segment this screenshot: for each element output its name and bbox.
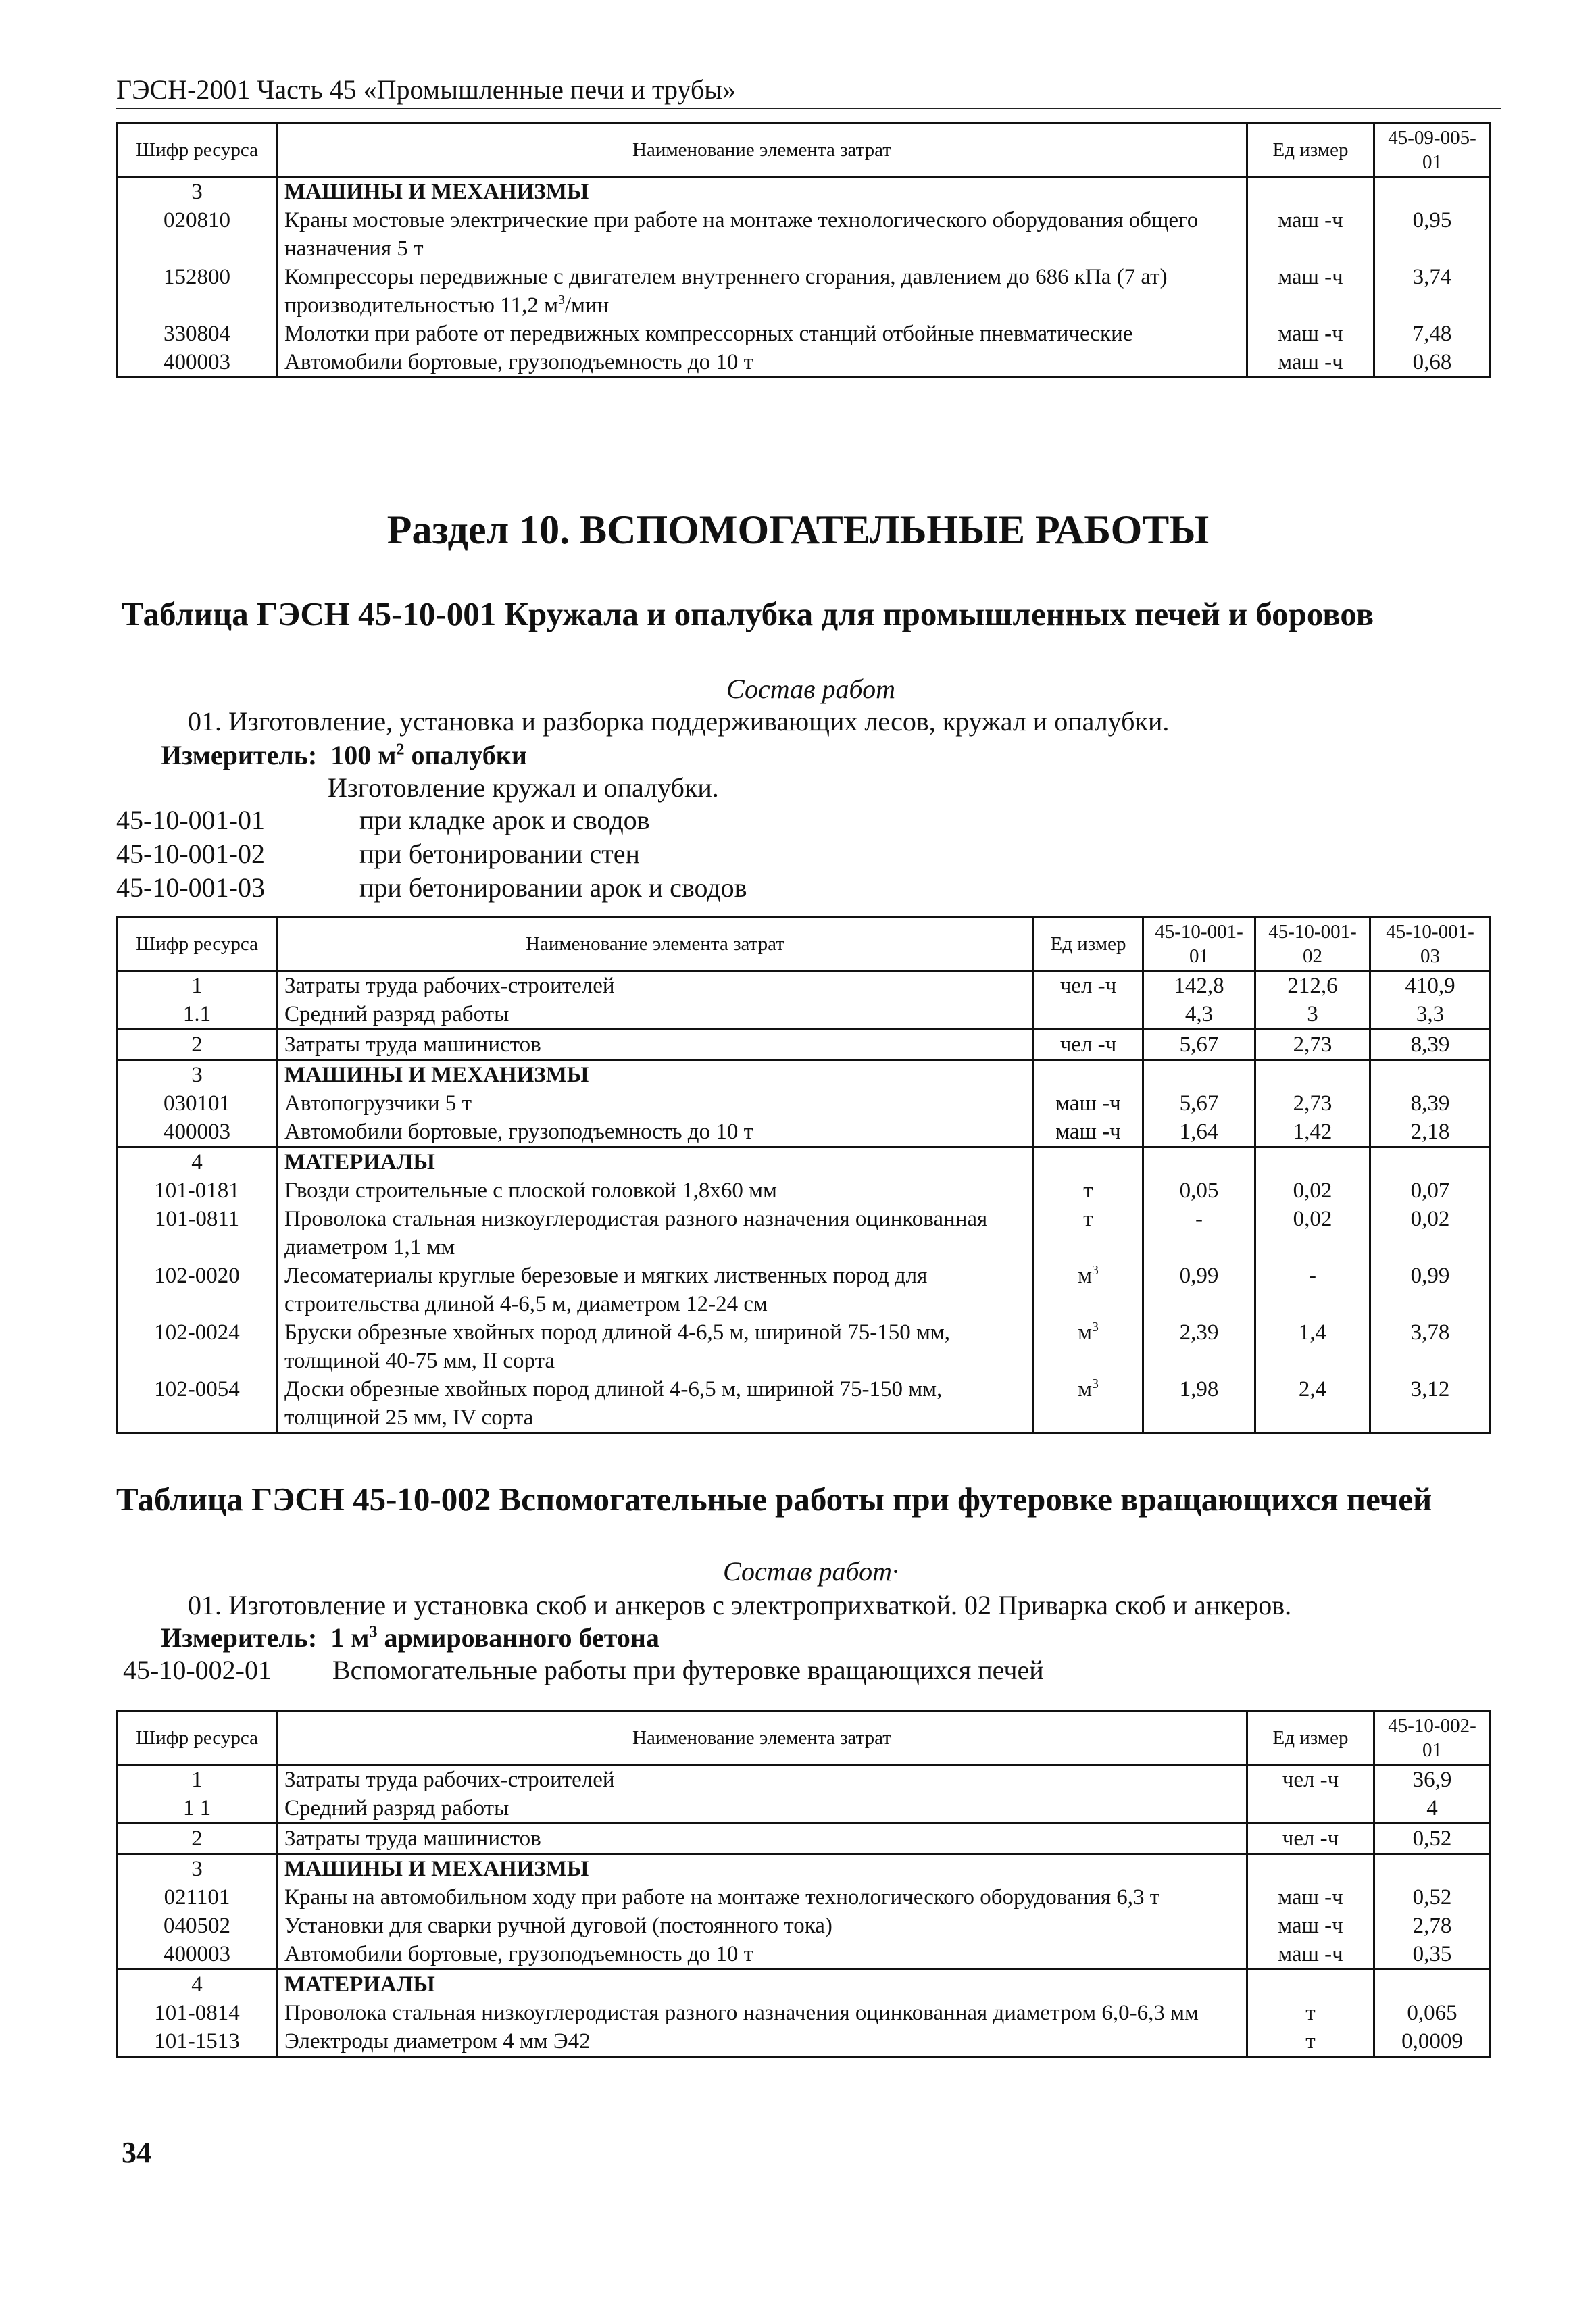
norm-value: 2,18	[1370, 1118, 1491, 1147]
resource-unit	[1034, 1000, 1143, 1030]
table-row	[118, 1375, 1491, 1433]
resource-code: 020810	[118, 206, 277, 263]
resource-unit: т	[1247, 2027, 1374, 2057]
norm-value: 2,39	[1143, 1318, 1255, 1375]
table-row	[118, 971, 1491, 1001]
resource-unit: маш -ч	[1034, 1089, 1143, 1118]
table-header-row	[118, 1711, 1491, 1765]
table-row	[118, 348, 1491, 378]
norm-value	[1143, 1147, 1255, 1177]
table-row	[118, 1030, 1491, 1060]
table-row	[118, 1118, 1491, 1147]
table-row	[118, 1147, 1491, 1177]
norm-value: 1,98	[1143, 1375, 1255, 1433]
resource-name: Автомобили бортовые, грузоподъемность до 10 т	[277, 348, 1247, 378]
norm-value: 5,67	[1143, 1089, 1255, 1118]
resource-code: 330804	[118, 320, 277, 348]
resource-name: Установки для сварки ручной дуговой (постоянного тока)	[277, 1912, 1247, 1940]
table-row	[118, 320, 1491, 348]
norm-value: 0,05	[1143, 1176, 1255, 1205]
resource-name: Затраты труда машинистов	[277, 1030, 1034, 1060]
composition-label-1: Состав работ	[726, 674, 895, 704]
col-header-code: Шифр ресурса	[118, 1711, 277, 1765]
norm-value: 0,07	[1370, 1176, 1491, 1205]
table-row	[118, 206, 1491, 263]
resource-code: 101-0814	[118, 1999, 277, 2027]
resource-name: Лесоматериалы круглые березовые и мягких лиственных пород для строительства длиной 4-6,5 м, диаметром 12-24 см	[277, 1262, 1034, 1318]
norm-value: 0,35	[1374, 1940, 1491, 1970]
col-header-code: Шифр ресурса	[118, 123, 277, 177]
norm-value	[1143, 1060, 1255, 1090]
norm-value	[1374, 1854, 1491, 1884]
norm-value: 4	[1374, 1794, 1491, 1824]
table-row	[118, 1970, 1491, 1999]
resource-code: 102-0024	[118, 1318, 277, 1375]
resource-code: 101-0181	[118, 1176, 277, 1205]
resource-name: Автомобили бортовые, грузоподъемность до 10 т	[277, 1940, 1247, 1970]
resource-name: Автопогрузчики 5 т	[277, 1089, 1034, 1118]
resource-name: Краны мостовые электрические при работе на монтаже технологического оборудования общего назначения 5 т	[277, 206, 1247, 263]
resource-code: 4	[118, 1147, 277, 1177]
page-number: 34	[122, 2136, 151, 2169]
table-row	[118, 1912, 1491, 1940]
norm-value: 3,12	[1370, 1375, 1491, 1433]
norm-value: 410,9	[1370, 971, 1491, 1001]
col-header-norm-2: 45-10-001-02	[1255, 917, 1370, 971]
resource-unit: маш -ч	[1034, 1118, 1143, 1147]
table-row	[118, 1205, 1491, 1262]
norm-code: 45-10-001-01	[116, 805, 265, 835]
resource-unit: $м^3$	[1034, 1318, 1143, 1375]
composition-text-2: 01. Изготовление и установка скоб и анкеров с электроприхваткой. 02 Приварка скоб и анкеров.	[188, 1590, 1292, 1620]
norm-code: 45-10-001-03	[116, 872, 265, 903]
resource-code: 1	[118, 971, 277, 1001]
resource-unit	[1034, 1147, 1143, 1177]
composition-label-2: Состав работ·	[723, 1556, 899, 1587]
table-row	[118, 1794, 1491, 1824]
norm-value: 0,52	[1374, 1824, 1491, 1854]
col-header-name: Наименование элемента затрат	[277, 1711, 1247, 1765]
norm-value: 8,39	[1370, 1030, 1491, 1060]
resource-code: 3	[118, 1854, 277, 1884]
norm-value: 0,95	[1374, 206, 1491, 263]
resource-code: 1 1	[118, 1794, 277, 1824]
table-row	[118, 1000, 1491, 1030]
table-row	[118, 1089, 1491, 1118]
table-title-45-10-001: Таблица ГЭСН 45-10-001 Кружала и опалубка для промышленных печей и боровов	[122, 595, 1374, 632]
norm-value: 2,73	[1255, 1089, 1370, 1118]
meter-label-2: Измеритель:	[161, 1622, 318, 1653]
norm-value: 1,4	[1255, 1318, 1370, 1375]
resource-unit: т	[1247, 1999, 1374, 2027]
norm-value: 2,73	[1255, 1030, 1370, 1060]
col-header-norm: 45-10-002-01	[1374, 1711, 1491, 1765]
table-row	[118, 1262, 1491, 1318]
resource-name: Краны на автомобильном ходу при работе на монтаже технологического оборудования 6,3 т	[277, 1883, 1247, 1912]
norm-value: 0,02	[1255, 1176, 1370, 1205]
meter-value-2: 1 $м^3$ армированного бетона	[330, 1622, 659, 1653]
meter-line-2	[161, 1622, 659, 1654]
resource-unit: маш -ч	[1247, 1912, 1374, 1940]
composition-text-1: 01. Изготовление, установка и разборка поддерживающих лесов, кружал и опалубки.	[188, 706, 1170, 737]
resource-unit: т	[1034, 1176, 1143, 1205]
resource-name: МАШИНЫ И МЕХАНИЗМЫ	[277, 177, 1247, 207]
norm-desc-2: Вспомогательные работы при футеровке вращающихся печей	[332, 1655, 1044, 1685]
resource-code: 2	[118, 1824, 277, 1854]
resource-unit: маш -ч	[1247, 1883, 1374, 1912]
table-row	[118, 1176, 1491, 1205]
resource-unit: чел -ч	[1247, 1824, 1374, 1854]
resource-unit	[1247, 1970, 1374, 1999]
norm-value	[1255, 1060, 1370, 1090]
norm-value: 3,74	[1374, 263, 1491, 320]
resource-name: Затраты труда рабочих-строителей	[277, 971, 1034, 1001]
resource-name: Гвозди строительные с плоской головкой 1,8х60 мм	[277, 1176, 1034, 1205]
resource-unit: маш -ч	[1247, 263, 1374, 320]
norm-value	[1370, 1147, 1491, 1177]
table-row	[118, 1999, 1491, 2027]
resource-code: 4	[118, 1970, 277, 1999]
col-header-name: Наименование элемента затрат	[277, 123, 1247, 177]
table-row	[118, 1854, 1491, 1884]
resource-code: 400003	[118, 348, 277, 378]
norm-value: 3	[1255, 1000, 1370, 1030]
norm-desc: при бетонировании стен	[359, 839, 640, 869]
table-row	[118, 1824, 1491, 1854]
norm-value: 0,065	[1374, 1999, 1491, 2027]
resource-unit: т	[1034, 1205, 1143, 1262]
meter-value-1: 100 $м^2$ опалубки	[330, 740, 527, 770]
col-header-unit: Ед измер	[1034, 917, 1143, 971]
resource-name: МАТЕРИАЛЫ	[277, 1970, 1247, 1999]
norm-value: 4,3	[1143, 1000, 1255, 1030]
resource-code: 101-1513	[118, 2027, 277, 2057]
resource-code: 400003	[118, 1940, 277, 1970]
resource-name: Средний разряд работы	[277, 1000, 1034, 1030]
norm-value: 3,78	[1370, 1318, 1491, 1375]
resource-name: Проволока стальная низкоуглеродистая разного назначения оцинкованная диаметром 6,0-6,3 мм	[277, 1999, 1247, 2027]
norm-value: 0,02	[1370, 1205, 1491, 1262]
resource-unit: чел -ч	[1034, 971, 1143, 1001]
resource-code: 400003	[118, 1118, 277, 1147]
resource-name: Средний разряд работы	[277, 1794, 1247, 1824]
table-row	[118, 1940, 1491, 1970]
norm-value: 7,48	[1374, 320, 1491, 348]
col-header-norm-3: 45-10-001-03	[1370, 917, 1491, 971]
table-row	[118, 1060, 1491, 1090]
col-header-unit: Ед измер	[1247, 123, 1374, 177]
resource-table-45-10-002	[116, 1710, 1491, 2058]
table-row	[118, 1318, 1491, 1375]
norm-code-2: 45-10-002-01	[123, 1655, 272, 1685]
resource-unit	[1247, 1854, 1374, 1884]
table-header-row	[118, 917, 1491, 971]
norm-value: 0,02	[1255, 1205, 1370, 1262]
col-header-unit: Ед измер	[1247, 1711, 1374, 1765]
table-row	[118, 1765, 1491, 1795]
resource-name: Затраты труда машинистов	[277, 1824, 1247, 1854]
norm-value: 36,9	[1374, 1765, 1491, 1795]
norm-value: 0,0009	[1374, 2027, 1491, 2057]
norm-value: 0,99	[1370, 1262, 1491, 1318]
resource-name: МАШИНЫ И МЕХАНИЗМЫ	[277, 1060, 1034, 1090]
norm-value: 0,52	[1374, 1883, 1491, 1912]
norm-value: 2,4	[1255, 1375, 1370, 1433]
meter-label-1: Измеритель:	[161, 740, 318, 770]
running-header: ГЭСН-2001 Часть 45 «Промышленные печи и трубы»	[116, 73, 1501, 109]
resource-name: Электроды диаметром 4 мм Э42	[277, 2027, 1247, 2057]
resource-code: 2	[118, 1030, 277, 1060]
norm-value	[1374, 1970, 1491, 1999]
norm-value	[1374, 177, 1491, 207]
section-title: Раздел 10. ВСПОМОГАТЕЛЬНЫЕ РАБОТЫ	[386, 507, 1210, 552]
resource-unit	[1247, 177, 1374, 207]
col-header-code: Шифр ресурса	[118, 917, 277, 971]
resource-unit: маш -ч	[1247, 1940, 1374, 1970]
resource-name: Проволока стальная низкоуглеродистая разного назначения оцинкованная диаметром 1,1 мм	[277, 1205, 1034, 1262]
resource-name: Автомобили бортовые, грузоподъемность до 10 т	[277, 1118, 1034, 1147]
resource-name: Молотки при работе от передвижных компрессорных станций отбойные пневматические	[277, 320, 1247, 348]
resource-unit: маш -ч	[1247, 320, 1374, 348]
resource-name: Компрессоры передвижные с двигателем внутреннего сгорания, давлением до 686 кПа (7 ат) производительностью 11,2 $м^3$/мин	[277, 263, 1247, 320]
meter-line-1	[161, 739, 527, 772]
norm-value: 3,3	[1370, 1000, 1491, 1030]
norm-code: 45-10-001-02	[116, 839, 265, 869]
norm-value: 8,39	[1370, 1089, 1491, 1118]
resource-name: МАТЕРИАЛЫ	[277, 1147, 1034, 1177]
resource-unit: чел -ч	[1034, 1030, 1143, 1060]
resource-code: 102-0020	[118, 1262, 277, 1318]
resource-code: 152800	[118, 263, 277, 320]
norm-value: 142,8	[1143, 971, 1255, 1001]
norm-value: 212,6	[1255, 971, 1370, 1001]
resource-code: 3	[118, 177, 277, 207]
resource-name: МАШИНЫ И МЕХАНИЗМЫ	[277, 1854, 1247, 1884]
table-row	[118, 1883, 1491, 1912]
resource-code: 021101	[118, 1883, 277, 1912]
resource-unit: маш -ч	[1247, 348, 1374, 378]
resource-unit: $м^3$	[1034, 1262, 1143, 1318]
table-header-row	[118, 123, 1491, 177]
resource-code: 3	[118, 1060, 277, 1090]
resource-table-45-10-001	[116, 916, 1491, 1434]
col-header-name: Наименование элемента затрат	[277, 917, 1034, 971]
resource-unit: чел -ч	[1247, 1765, 1374, 1795]
col-header-norm-1: 45-10-001-01	[1143, 917, 1255, 971]
resource-name: Бруски обрезные хвойных пород длиной 4-6,5 м, шириной 75-150 мм, толщиной 40-75 мм, II сорта	[277, 1318, 1034, 1375]
table-title-45-10-002: Таблица ГЭСН 45-10-002 Вспомогательные работы при футеровке вращающихся печей	[116, 1480, 1432, 1518]
resource-code: 1	[118, 1765, 277, 1795]
resource-table-45-09-005	[116, 122, 1491, 378]
table-row	[118, 263, 1491, 320]
norm-value: -	[1255, 1262, 1370, 1318]
col-header-norm: 45-09-005-01	[1374, 123, 1491, 177]
resource-code: 101-0811	[118, 1205, 277, 1262]
resource-unit	[1034, 1060, 1143, 1090]
norm-value	[1370, 1060, 1491, 1090]
norm-desc: при кладке арок и сводов	[359, 805, 650, 835]
resource-code: 030101	[118, 1089, 277, 1118]
norm-value: 2,78	[1374, 1912, 1491, 1940]
resource-name: Затраты труда рабочих-строителей	[277, 1765, 1247, 1795]
resource-name: Доски обрезные хвойных пород длиной 4-6,5 м, шириной 75-150 мм, толщиной 25 мм, IV сорта	[277, 1375, 1034, 1433]
norm-value: 1,64	[1143, 1118, 1255, 1147]
resource-code: 040502	[118, 1912, 277, 1940]
norm-value: 1,42	[1255, 1118, 1370, 1147]
norm-value: 0,68	[1374, 348, 1491, 378]
norm-desc: при бетонировании арок и сводов	[359, 872, 747, 903]
resource-unit	[1247, 1794, 1374, 1824]
resource-code: 102-0054	[118, 1375, 277, 1433]
group-title-1: Изготовление кружал и опалубки.	[328, 772, 719, 803]
norm-value: -	[1143, 1205, 1255, 1262]
norm-value: 0,99	[1143, 1262, 1255, 1318]
resource-code: 1.1	[118, 1000, 277, 1030]
norm-value	[1255, 1147, 1370, 1177]
norm-value: 5,67	[1143, 1030, 1255, 1060]
resource-unit: $м^3$	[1034, 1375, 1143, 1433]
table-row	[118, 2027, 1491, 2057]
table-row	[118, 177, 1491, 207]
resource-unit: маш -ч	[1247, 206, 1374, 263]
